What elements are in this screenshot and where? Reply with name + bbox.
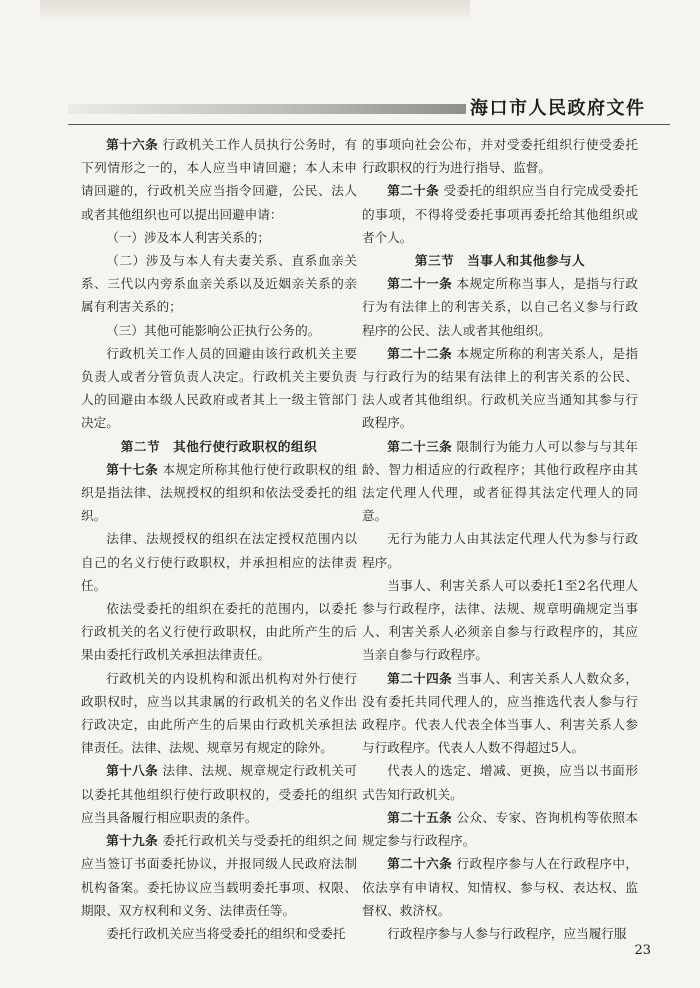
paragraph-text: 当事人、利害关系人人数众多，没有委托共同代理人的，应当推选代表人参与行政程序。代表人代表全体当事人、利害关系人参与行政程序。代表人人数不得超过5人。	[362, 670, 638, 756]
paragraph-text: 代表人的选定、增减、更换，应当以书面形式告知行政机关。	[362, 763, 638, 802]
paragraph	[362, 806, 638, 852]
header-gradient-bar	[68, 104, 466, 114]
article-number: 第十八条	[106, 763, 159, 779]
paragraph	[362, 574, 638, 667]
paragraph	[81, 319, 357, 342]
paragraph-text: 本规定所称的利害关系人，是指与行政行为的结果有法律上的利害关系的公民、法人或者其他组织。行政机关应当通知其参与行政程序。	[362, 345, 638, 431]
paragraph-text: 依法受委托的组织在委托的范围内，以委托行政机关的名义行使行政职权，由此所产生的后果由委托行政机关承担法律责任。	[81, 601, 357, 663]
page-number: 23	[634, 943, 651, 958]
article-number: 第十七条	[106, 461, 159, 477]
paragraph-text: 行政程序参与人参与行政程序，应当履行服	[387, 925, 627, 941]
paragraph	[81, 458, 357, 528]
paragraph	[81, 249, 357, 319]
paragraph-text: 行政程序参与人在行政程序中，依法享有申请权、知情权、参与权、表达权、监督权、救济权。	[362, 856, 638, 918]
paragraph	[81, 759, 357, 829]
paragraph-text: 当事人、利害关系人可以委托1至2名代理人参与行政程序，法律、法规、规章明确规定当事人、利害关系人必须亲自参与行政程序的，其应当亲自参与行政程序。	[362, 577, 638, 663]
paragraph-text: 本规定所称其他行使行政职权的组织是指法律、法规授权的组织和依法受委托的组织。	[81, 461, 357, 524]
paragraph-text: （一）涉及本人利害关系的；	[106, 229, 270, 245]
paragraph-text: （三）其他可能影响公正执行公务的。	[106, 322, 321, 338]
paragraph-text: （二）涉及与本人有夫妻关系、直系血亲关系、三代以内旁系血亲关系以及近姻亲关系的亲属有利害关系的；	[81, 253, 357, 315]
article-number: 第二十二条	[387, 345, 453, 361]
paragraph	[81, 342, 357, 435]
paragraph-text: 委托行政机关与受委托的组织之间应当签订书面委托协议，并报同级人民政府法制机构备案。委托协议应当载明委托事项、权限、期限、双方权利和义务、法律责任等。	[81, 833, 357, 918]
paragraph	[362, 179, 638, 249]
paragraph	[81, 667, 357, 760]
article-number: 第二十五条	[387, 809, 453, 825]
paragraph-text: 无行为能力人由其法定代理人代为参与行政程序。	[362, 531, 638, 570]
paragraph	[81, 226, 357, 249]
article-number: 第二十条	[387, 183, 440, 199]
paragraph	[362, 342, 638, 435]
paragraph	[362, 852, 638, 922]
article-number: 第二十三条	[387, 438, 453, 454]
paragraph-text: 行政机关的内设机构和派出机构对外行使行政职权时，应当以其隶属的行政机关的名义作出行政决定，由此所产生的后果由行政机关承担法律责任。法律、法规、规章另有规定的除外。	[81, 670, 357, 756]
paragraph-text: 行政机关工作人员的回避由该行政机关主要负责人或者分管负责人决定。行政机关主要负责人的回避由本级人民政府或者其上一级主管部门决定。	[81, 345, 357, 431]
article-number: 第十九条	[106, 833, 159, 849]
paragraph-text: 公众、专家、咨询机构等依照本规定参与行政程序。	[362, 809, 638, 849]
paragraph-text: 法律、法规授权的组织在法定授权范围内以自己的名义行使行政职权，并承担相应的法律责任。	[81, 531, 357, 593]
paragraph	[362, 435, 638, 528]
paragraph	[81, 133, 357, 226]
article-number: 第十六条	[106, 137, 159, 152]
paragraph	[362, 133, 638, 179]
paragraph	[362, 527, 638, 573]
paragraph	[81, 527, 357, 597]
paragraph	[362, 759, 638, 805]
paragraph	[362, 667, 638, 760]
right-text-column	[362, 133, 638, 945]
left-text-column	[81, 133, 357, 945]
paragraph	[81, 829, 357, 922]
section-heading: 第二节 其他行使行政职权的组织	[120, 438, 318, 454]
article-number: 第二十六条	[387, 856, 453, 872]
document-header-title: 海口市人民政府文件	[470, 98, 646, 119]
paragraph-text: 委托行政机关应当将受委托的组织和受委托	[106, 925, 346, 941]
section-heading: 第三节 当事人和其他参与人	[414, 253, 586, 269]
paragraph	[81, 922, 357, 945]
paragraph-text: 行政机关工作人员执行公务时，有下列情形之一的，本人应当申请回避；本人未申请回避的，行政机关应当指令回避，公民、法人或者其他组织也可以提出回避申请：	[81, 137, 357, 222]
paragraph	[81, 597, 357, 667]
paragraph	[362, 922, 638, 945]
article-number: 第二十四条	[387, 670, 453, 686]
article-number: 第二十一条	[387, 276, 453, 292]
paragraph	[362, 272, 638, 342]
paragraph-text: 的事项向社会公布，并对受委托组织行使受委托行政职权的行为进行指导、监督。	[362, 137, 638, 176]
scan-edge-shading	[40, 0, 470, 22]
paragraph-text: 限制行为能力人可以参与与其年龄、智力相适应的行政程序；其他行政程序由其法定代理人代理，或者征得其法定代理人的同意。	[362, 438, 638, 524]
header-rule	[68, 124, 670, 125]
paragraph-text: 受委托的组织应当自行完成受委托的事项，不得将受委托事项再委托给其他组织或者个人。	[362, 183, 638, 245]
paragraph-text: 法律、法规、规章规定行政机关可以委托其他组织行使行政职权的，受委托的组织应当具备履行相应职责的条件。	[81, 763, 357, 825]
paragraph-text: 本规定所称当事人，是指与行政行为有法律上的利害关系，以自己名义参与行政程序的公民、法人或者其他组织。	[362, 276, 638, 338]
